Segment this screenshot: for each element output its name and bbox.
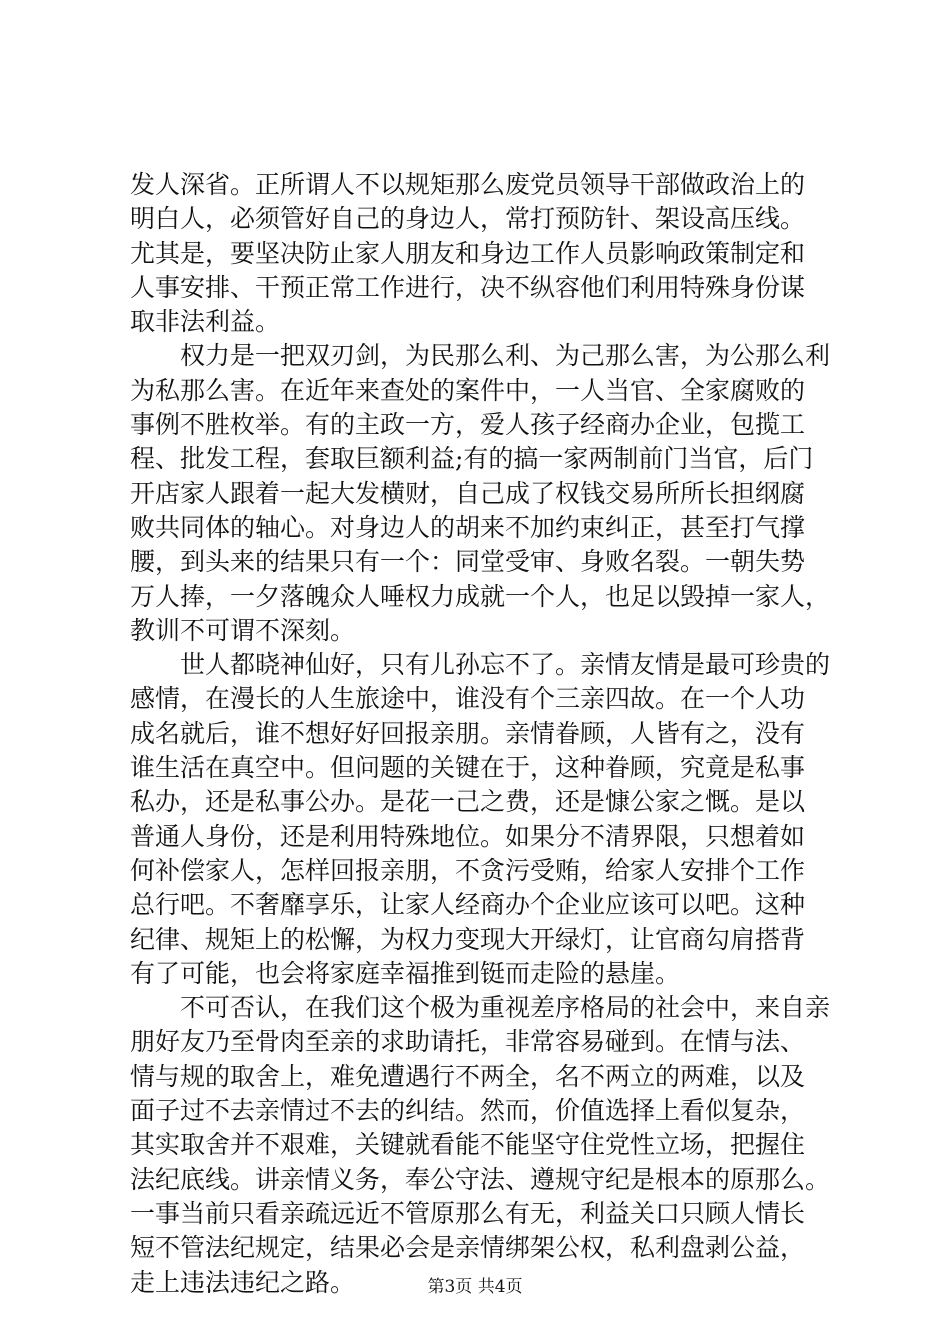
paragraph (130, 339, 850, 648)
text-line: 纪律、规矩上的松懈，为权力变现大开绿灯，让官商勾肩搭背 (130, 924, 806, 954)
text-line: 其实取舍并不艰难，关键就看能不能坚守住党性立场，把握住 (130, 1130, 806, 1160)
text-line: 发人深省。正所谓人不以规矩那么废党员领导干部做政治上的 (130, 170, 806, 199)
text-line: 谁生活在真空中。但问题的关键在于，这种眷顾，究竟是私事 (130, 753, 806, 783)
text-line: 有了可能，也会将家庭幸福推到铤而走险的悬崖。 (130, 958, 681, 988)
text-line: 教训不可谓不深刻。 (130, 615, 356, 645)
page-footer: 第3页 共4页 (427, 1277, 523, 1297)
text-line: 法纪底线。讲亲情义务，奉公守法、遵规守纪是根本的原那么。 (130, 1164, 831, 1194)
text-line: 世人都晓神仙好，只有儿孙忘不了。亲情友情是最可珍贵的 (180, 650, 831, 680)
text-line: 尤其是，要坚决防止家人朋友和身边工作人员影响政策制定和 (130, 238, 806, 268)
paragraph (130, 168, 850, 339)
text-line: 感情，在漫长的人生旅途中，谁没有个三亲四故。在一个人功 (130, 684, 806, 714)
text-line: 普通人身份，还是利用特殊地位。如果分不清界限，只想着如 (130, 821, 806, 851)
text-line: 不可否认，在我们这个极为重视差序格局的社会中，来自亲 (180, 993, 831, 1023)
text-line: 一事当前只看亲疏远近不管原那么有无，利益关口只顾人情长 (130, 1198, 806, 1228)
text-line: 走上违法违纪之路。 (130, 1267, 356, 1297)
text-line: 明白人，必须管好自己的身边人，常打预防针、架设高压线。 (130, 204, 806, 234)
text-line: 取非法利益。 (130, 307, 281, 337)
text-line: 权力是一把双刃剑，为民那么利、为己那么害，为公那么利 (180, 341, 831, 371)
text-line: 程、批发工程，套取巨额利益;有的搞一家两制前门当官，后门 (130, 444, 814, 474)
text-line: 腰，到头来的结果只有一个：同堂受审、身败名裂。一朝失势 (130, 547, 806, 577)
text-line: 面子过不去亲情过不去的纠结。然而，价值选择上看似复杂， (130, 1096, 806, 1126)
text-line: 成名就后，谁不想好好回报亲朋。亲情眷顾，人皆有之，没有 (130, 718, 806, 748)
text-line: 人事安排、干预正常工作进行，决不纵容他们利用特殊身份谋 (130, 272, 806, 302)
text-line: 朋好友乃至骨肉至亲的求助请托，非常容易碰到。在情与法、 (130, 1027, 806, 1057)
text-line: 事例不胜枚举。有的主政一方，爱人孩子经商办企业，包揽工 (130, 410, 806, 440)
text-line: 开店家人跟着一起大发横财，自己成了权钱交易所所长担纲腐 (130, 478, 806, 508)
text-line: 败共同体的轴心。对身边人的胡来不加约束纠正，甚至打气撑 (130, 512, 806, 542)
text-line: 情与规的取舍上，难免遭遇行不两全，名不两立的两难，以及 (130, 1061, 806, 1091)
paragraph (130, 991, 850, 1300)
text-line: 短不管法纪规定，结果必会是亲情绑架公权，私利盘剥公益， (130, 1233, 806, 1263)
text-line: 私办，还是私事公办。是花一己之费，还是慷公家之慨。是以 (130, 787, 806, 817)
text-line: 万人捧，一夕落魄众人唾权力成就一个人，也足以毁掉一家人， (130, 581, 831, 611)
text-line: 何补偿家人，怎样回报亲朋，不贪污受贿，给家人安排个工作 (130, 855, 806, 885)
text-line: 为私那么害。在近年来查处的案件中，一人当官、全家腐败的 (130, 375, 806, 405)
body-text (130, 168, 850, 1300)
paragraph (130, 648, 850, 991)
text-line: 总行吧。不奢靡享乐，让家人经商办个企业应该可以吧。这种 (130, 890, 806, 920)
